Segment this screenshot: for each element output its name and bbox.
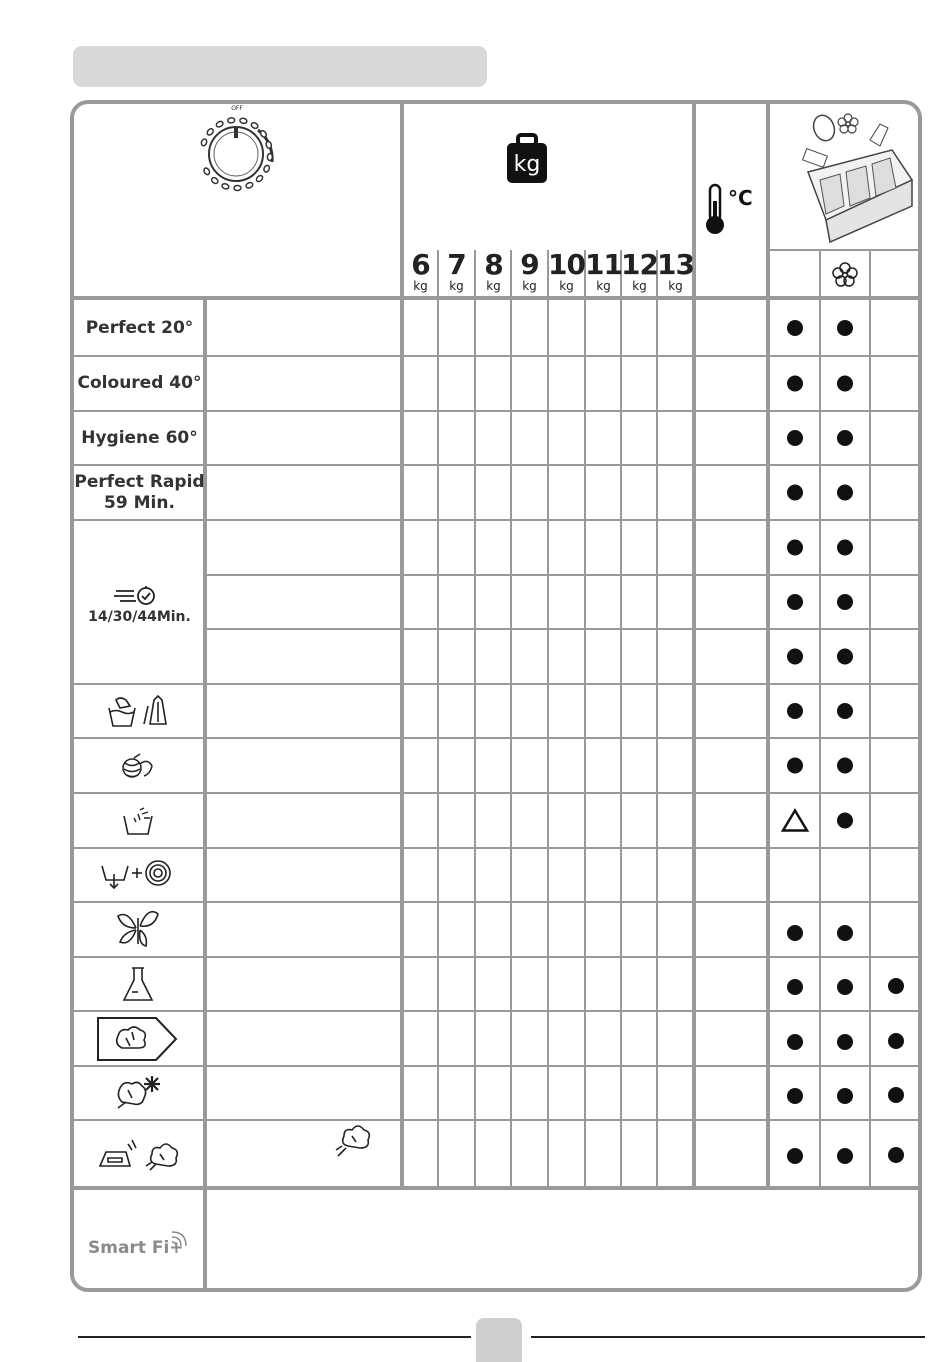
page-number-tab (476, 1318, 522, 1362)
load-value: 9 (520, 248, 539, 281)
load-unit: kg (522, 279, 537, 293)
option-dot (837, 925, 853, 941)
program-name: Perfect 20° (85, 317, 194, 338)
option-dot (787, 320, 803, 336)
option-dot (837, 758, 853, 774)
option-dot (837, 320, 853, 336)
option-dot (837, 703, 853, 719)
option-dot (837, 594, 853, 610)
option-dot (787, 1148, 803, 1164)
option-dot (888, 1087, 904, 1103)
option-dot (888, 1033, 904, 1049)
program-name: Perfect Rapid 59 Min. (74, 471, 205, 513)
program-name: Hygiene 60° (81, 427, 198, 448)
load-value: 12 (621, 248, 658, 281)
smart-fi-label: Smart Fi+ (88, 1238, 184, 1258)
load-value: 10 (548, 248, 585, 281)
option-dot (837, 1148, 853, 1164)
load-value: 6 (411, 248, 430, 281)
option-dot (787, 540, 803, 556)
load-unit: kg (632, 279, 647, 293)
option-dot (837, 376, 853, 392)
option-dot (837, 979, 853, 995)
option-dot (787, 925, 803, 941)
option-dot (837, 1088, 853, 1104)
load-value: 8 (484, 248, 503, 281)
option-dot (787, 703, 803, 719)
option-dot (787, 485, 803, 501)
svg-text:°C: °C (728, 186, 753, 210)
option-dot (787, 649, 803, 665)
load-unit: kg (668, 279, 683, 293)
option-dot (787, 1034, 803, 1050)
load-unit: kg (596, 279, 611, 293)
program-name: Coloured 40° (77, 373, 202, 393)
option-dot (787, 1088, 803, 1104)
option-dot (888, 978, 904, 994)
svg-text:kg: kg (513, 152, 541, 177)
option-triangle (783, 811, 807, 831)
option-dot (837, 813, 853, 829)
option-dot (787, 758, 803, 774)
option-dot (837, 430, 853, 446)
load-unit: kg (486, 279, 501, 293)
load-value: 11 (585, 248, 622, 281)
svg-text:OFF: OFF (231, 105, 243, 112)
option-dot (787, 979, 803, 995)
load-value: 7 (447, 248, 466, 281)
load-unit: kg (559, 279, 574, 293)
load-value: 13 (657, 248, 694, 281)
option-dot (837, 540, 853, 556)
program-name: 14/30/44Min. (88, 608, 191, 625)
load-unit: kg (449, 279, 464, 293)
option-dot (837, 485, 853, 501)
footer-line-right (531, 1336, 925, 1338)
option-dot (787, 594, 803, 610)
load-unit: kg (413, 279, 428, 293)
option-dot (787, 430, 803, 446)
option-dot (837, 1034, 853, 1050)
option-dot (787, 376, 803, 392)
wifi-signal-icon (168, 1228, 190, 1250)
option-dot (888, 1147, 904, 1163)
footer-line-left (78, 1336, 471, 1338)
option-dot (837, 649, 853, 665)
